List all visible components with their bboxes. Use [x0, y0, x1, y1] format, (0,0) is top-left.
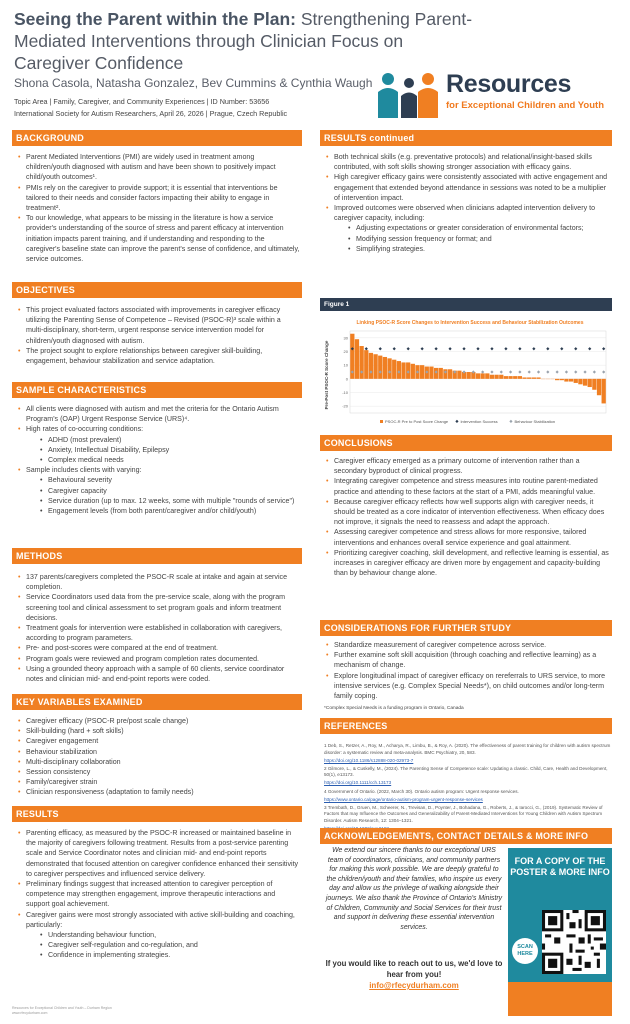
results-heading-bar	[12, 806, 302, 822]
poster-footer	[12, 1006, 112, 1016]
key-variables-body	[14, 716, 300, 798]
list-item: • Prioritizing caregiver coaching, skill development, and reflective learning is essential, as increases in caregiver efficacy are driven more by engagement and capacity-building than by behaviour change alone.	[322, 548, 612, 579]
chart-bar	[401, 362, 405, 378]
chart-bar	[411, 364, 415, 379]
list-item: • Standardize measurement of caregiver competence across service.	[322, 640, 612, 650]
results-cont-heading-bar	[320, 130, 612, 146]
conclusions-heading-bar	[320, 435, 612, 451]
sample-heading-bar	[12, 382, 302, 398]
list-item: • Sample includes clients with varying:	[14, 465, 300, 475]
qr-code-graphic	[542, 910, 606, 974]
sample-heading: SAMPLE CHARACTERISTICS	[16, 385, 147, 395]
chart-bar	[392, 360, 396, 379]
legend-label: Behaviour Stabilization	[514, 419, 556, 424]
list-item: • Multi-disciplinary collaboration	[14, 757, 300, 767]
list-item: • Because caregiver efficacy reflects how well supports align with caregiver needs, it should be treated as a core indicator of intervention effectiveness. When efficacy does not improve, it signals the need to reassess and adapt the approach.	[322, 497, 612, 528]
chart-title: Linking PSOC-R Score Changes to Intervention Success and Behaviour Stabilization Outcomes	[356, 320, 584, 326]
methods-heading: METHODS	[16, 551, 63, 561]
chart-bar	[522, 377, 526, 378]
chart-bar	[448, 369, 452, 379]
chart-bar	[490, 375, 494, 379]
poster-copy-promo	[508, 848, 612, 1016]
references-body	[324, 743, 612, 834]
objectives-heading-bar	[12, 282, 302, 298]
footer-line-1: Resources for Exceptional Children and Youth – Durham Region	[12, 1006, 112, 1010]
chart-bar	[602, 379, 606, 404]
sample-body	[14, 404, 300, 516]
chart-bar	[369, 353, 373, 379]
acknowledgements-text: We extend our sincere thanks to our exceptional URS team of coordinators, clinicians, and community partners for making this work possible. We are deeply grateful to the children/youth and their families, who inspire us every day and allow us the privilege of walking alongside their journeys. We also thank the Province of Ontario's Ministry of Children, Community and Social Services for their trust and support in delivering these essential intervention services.	[325, 847, 503, 931]
chart-bar	[583, 379, 587, 386]
list-item: • The project sought to explore relationships between caregiver skill-building, engagement, behaviour stabilization and service adaptation.	[14, 346, 300, 366]
results-cont-heading: RESULTS continued	[324, 133, 415, 143]
list-subitem: • ADHD (most prevalent)	[14, 435, 300, 445]
title-rest: Strengthening Parent-Mediated Interventions through Clinician Focus on Caregiver Confidence	[14, 9, 473, 73]
list-item: • Caregiver efficacy (PSOC-R pre/post scale change)	[14, 716, 300, 726]
chart-bar	[439, 368, 443, 379]
meta-info	[14, 96, 287, 120]
list-subitem: • Caregiver self-regulation and co-regulation, and	[14, 940, 300, 950]
y-tick-label: 30	[343, 335, 348, 341]
chart-bar	[532, 377, 536, 378]
list-item: • Session consistency	[14, 767, 300, 777]
chart-bar	[481, 373, 485, 378]
reference-item: 4 Government of Ontario. (2022, March 30). Ontario autism program: Urgent response services.	[324, 788, 519, 794]
key-variables-heading-bar	[12, 694, 302, 710]
chart-bar	[383, 357, 387, 379]
promo-heading: FOR A COPY OF THE POSTER & MORE INFO	[510, 856, 610, 877]
acknowledgements-heading: ACKNOWLEDGEMENTS, CONTACT DETAILS & MORE INFO	[324, 831, 589, 841]
y-tick-label: -10	[342, 390, 348, 395]
list-item: • Improved outcomes were observed when clinicians adapted intervention delivery to caregiver capacity, including:	[322, 203, 612, 223]
list-item: • Behaviour stabilization	[14, 747, 300, 757]
chart-bar	[467, 372, 471, 379]
list-item: • Parenting efficacy, as measured by the PSOC-R increased or maintained baseline in the majority of caregivers following treatment. Results from a post-service parenting scale and Service Coordinator notes and clinician mid- and end-point reports demonstrated that focused attention on caregiver confidence enhanced their sensitivity to caregiver perspectives and influenced service delivery.	[14, 828, 300, 879]
list-item: • Using a grounded theory approach with a sample of 60 clients, service coordinator notes and clinician mid- and end-point reports were coded.	[14, 664, 300, 684]
figure-1-chart	[320, 313, 612, 428]
footer-line-2: www.rfecydurham.com	[12, 1011, 48, 1015]
list-item: • Explore longitudinal impact of caregiver efficacy on rereferrals to URS service, to more intensive services (e.g. Complex Special Needs*), on child outcomes and/or long-term family coping.	[322, 671, 612, 702]
list-subitem: • Confidence in implementing strategies.	[14, 950, 300, 960]
reference-link[interactable]: https://www.ontario.ca/page/ontario-autism-program-urgent-response-services	[324, 796, 483, 802]
y-tick-label: 20	[343, 349, 348, 354]
chart-bar	[578, 379, 582, 384]
results-heading: RESULTS	[16, 809, 59, 819]
chart-bar	[569, 379, 573, 382]
chart-bar	[504, 376, 508, 379]
background-heading-bar	[12, 130, 302, 146]
chart-bar	[508, 376, 512, 379]
objectives-body	[14, 305, 300, 366]
chart-bar	[592, 379, 596, 390]
chart-bar	[560, 379, 564, 380]
chart-bar	[588, 379, 592, 387]
chart-bar	[597, 379, 601, 395]
figure-label-bar	[320, 298, 612, 311]
chart-bar	[518, 376, 522, 379]
reference-item: 3 Trembath, D., Gruen, M., Scheerer, N., Trevisan, D., Poynter, J., Bohadana, G., Roberts, J., & Iarocci, G., (2019). Systematic Review of Factors that may Influence the Outcomes and Generalizability of Parent-Mediated Interventions for Young Children with Autism Spectrum Disorder. Autism Research, 12: 1304–1321.	[324, 804, 603, 823]
considerations-body	[322, 640, 612, 701]
organization-logo	[376, 70, 626, 118]
list-subitem: • Anxiety, Intellectual Disability, Epilepsy	[14, 445, 300, 455]
contact-cta: If you would like to reach out to us, we'd love to hear from you!	[325, 959, 503, 979]
objectives-heading: OBJECTIVES	[16, 285, 76, 295]
references-heading-bar	[320, 718, 612, 734]
chart-bar	[429, 367, 433, 379]
list-item: • Caregiver gains were most strongly associated with active skill-building and coaching, particularly:	[14, 910, 300, 930]
logo-subtitle: for Exceptional Children and Youth	[446, 100, 604, 111]
chart-bar	[494, 375, 498, 379]
chart-bar	[536, 377, 540, 378]
y-tick-label: 0	[345, 376, 348, 382]
promo-photo-strip	[508, 982, 612, 1016]
results-body	[14, 828, 300, 961]
methods-heading-bar	[12, 548, 302, 564]
chart-ylabel: Pre-Post PSOC-R Score Change	[324, 340, 329, 410]
list-item: • Caregiver efficacy emerged as a primary outcome of intervention rather than a secondary byproduct of clinical progress.	[322, 456, 612, 476]
reference-item: 2 Gilmore, L., & Cuskelly, M., (2024). The Parenting Sense of Competence scale: Updating a classic. Child, Care, Health and Development, 50(1), e13173.	[324, 765, 608, 778]
chart-bar	[420, 365, 424, 379]
considerations-footnote: *Complex Special Needs is a funding program in Ontario, Canada	[324, 706, 464, 711]
chart-bar	[387, 358, 391, 378]
methods-body	[14, 572, 300, 684]
chart-bar	[485, 373, 489, 378]
list-subitem: • Engagement levels (from both parent/caregiver and/or child/youth)	[14, 506, 300, 516]
considerations-heading-bar	[320, 620, 612, 636]
list-item: • High rates of co-occurring conditions:	[14, 424, 300, 434]
list-item: • High caregiver efficacy gains were consistently associated with active engagement and engagement that extended beyond attendance in sessions was noted to be a multiplier of intervention impact.	[322, 172, 612, 203]
legend-label: Intervention Success	[460, 419, 498, 424]
list-item: • Treatment goals for intervention were established in collaboration with caregivers, according to program parameters.	[14, 623, 300, 643]
list-item: • Clinician responsiveness (adaptation to family needs)	[14, 787, 300, 797]
qr-code[interactable]	[542, 910, 606, 974]
list-subitem: • Modifying session frequency or format; and	[322, 234, 612, 244]
list-item: • 137 parents/caregivers completed the PSOC-R scale at intake and again at service completion.	[14, 572, 300, 592]
list-item: • Assessing caregiver competence and stress allows for more responsive, tailored interventions and enhances overall service experience and goal attainment.	[322, 527, 612, 547]
list-item: • This project evaluated factors associated with improvements in caregiver efficacy utilizing the Parenting Sense of Competence – Revised (PSOC-R)³ scale within a multi-disciplinary, short-term, urgent response service intervention model for children/youth diagnosed with autism.	[14, 305, 300, 346]
list-item: • Integrating caregiver competence and stress measures into routine parent-mediated practice and attending to these factors at the start of a PMI, adds meaningful value.	[322, 476, 612, 496]
background-body	[14, 152, 300, 264]
contact-email-link[interactable]: info@rfecydurham.com	[369, 981, 459, 990]
list-subitem: • Adjusting expectations or greater consideration of environmental factors;	[322, 223, 612, 233]
list-item: • All clients were diagnosed with autism and met the criteria for the Ontario Autism Program's (OAP) Urgent Response Service (URS)⁴.	[14, 404, 300, 424]
chart-bar	[574, 379, 578, 383]
chart-plot-area	[342, 331, 606, 413]
chart-bar	[355, 339, 359, 379]
results-cont-body	[322, 152, 612, 254]
list-item: • Both technical skills (e.g. preventative protocols) and relational/insight-based skills contributed, with soft skills showing stronger association with efficacy gains.	[322, 152, 612, 172]
legend-swatch	[509, 420, 512, 423]
title-bold: Seeing the Parent within the Plan:	[14, 9, 296, 29]
chart-bar	[373, 354, 377, 379]
reference-link[interactable]: https://doi.org/10.1186/s12888-020-02973-7	[324, 757, 414, 763]
chart-bar	[397, 361, 401, 379]
chart-legend	[380, 419, 555, 424]
list-item: • PMIs rely on the caregiver to provide support; it is essential that interventions be tailored to their needs and consider factors impacting their ability to engage in treatment².	[14, 183, 300, 214]
list-item: • To our knowledge, what appears to be missing in the literature is how a service provider's understanding of the source of stress and parent efficacy at intervention initiation impacts parent training, and if understanding and responding to the caregiver's baseline state can improve the parent's sense of confidence, and ultimately, service outcomes.	[14, 213, 300, 264]
poster-header	[0, 0, 630, 124]
chart-bar	[476, 373, 480, 378]
figure-label: Figure 1	[324, 301, 350, 308]
list-item: • Caregiver engagement	[14, 736, 300, 746]
list-item: • Pre- and post-scores were compared at the end of treatment.	[14, 643, 300, 653]
y-tick-label: -20	[342, 403, 348, 409]
list-subitem: • Understanding behaviour function,	[14, 930, 300, 940]
references-heading: REFERENCES	[324, 721, 388, 731]
y-tick-label: 10	[343, 362, 348, 368]
chart-bar	[360, 346, 364, 379]
list-item: • Family/caregiver strain	[14, 777, 300, 787]
authors: Shona Casola, Natasha Gonzalez, Bev Cummins & Cynthia Waugh	[14, 76, 373, 90]
poster-title	[14, 8, 479, 74]
legend-swatch	[380, 420, 383, 423]
list-subitem: • Complex medical needs	[14, 455, 300, 465]
chart-bar	[513, 376, 517, 379]
list-subitem: • Behavioural severity	[14, 475, 300, 485]
acknowledgements-heading-bar	[320, 828, 612, 844]
conclusions-heading: CONCLUSIONS	[324, 438, 393, 448]
chart-bar	[499, 375, 503, 379]
legend-swatch	[455, 420, 458, 423]
chart-bar	[555, 379, 559, 380]
reference-item: 1 Deb, S., Retzer, A., Roy, M., Acharya, R., Limbu, B., & Roy, A. (2020). The effectiveness of parent training for children with autism spectrum disorder: a systematic review and meta-analysis. BMC Psychiatry, 20, 583.	[324, 743, 611, 755]
background-heading: BACKGROUND	[16, 133, 84, 143]
meta-line-1: Topic Area | Family, Caregiver, and Community Experiences | ID Number: 53656	[14, 97, 270, 106]
list-item: • Parent Mediated Interventions (PMI) are widely used in treatment among children/youth diagnosed with autism and have been shown to positively impact child/youth outcomes¹.	[14, 152, 300, 183]
list-item: • Further examine soft skill acquisition (through coaching and reflective learning) as a mechanism of change.	[322, 650, 612, 670]
chart-bar	[457, 371, 461, 379]
conclusions-body	[322, 456, 612, 578]
meta-line-2: International Society for Autism Researchers, April 26, 2026 | Prague, Czech Republic	[14, 109, 288, 118]
list-item: • Preliminary findings suggest that increased attention to caregiver perception of competence may strengthen engagement, improve therapeutic interactions and support goal achievement.	[14, 879, 300, 910]
chart-bar	[527, 377, 531, 378]
list-item: • Skill-building (hard + soft skills)	[14, 726, 300, 736]
reference-link[interactable]: https://doi.org/10.1111/cch.13173	[324, 780, 392, 786]
logo-title: Resources	[446, 70, 572, 98]
chart-bar	[364, 350, 368, 379]
list-subitem: • Simplifying strategies.	[322, 244, 612, 254]
chart-svg	[320, 313, 612, 428]
family-icon	[376, 70, 444, 118]
list-subitem: • Caregiver capacity	[14, 486, 300, 496]
list-item: • Service Coordinators used data from the pre-service scale, along with the program screening tool and clinical assessment to set program goals and inform treatment decisions.	[14, 592, 300, 623]
list-item: • Program goals were reviewed and program completion rates documented.	[14, 654, 300, 664]
key-variables-heading: KEY VARIABLES EXAMINED	[16, 697, 143, 707]
scan-here-badge: SCAN HERE	[512, 938, 538, 964]
chart-bar	[378, 356, 382, 379]
considerations-heading: CONSIDERATIONS FOR FURTHER STUDY	[324, 623, 512, 633]
chart-bar	[564, 379, 568, 382]
legend-label: PSOC-R Pre to Post Score Change	[385, 419, 449, 424]
list-subitem: • Service duration (up to max. 12 weeks, some with multiple "rounds of service")	[14, 496, 300, 506]
